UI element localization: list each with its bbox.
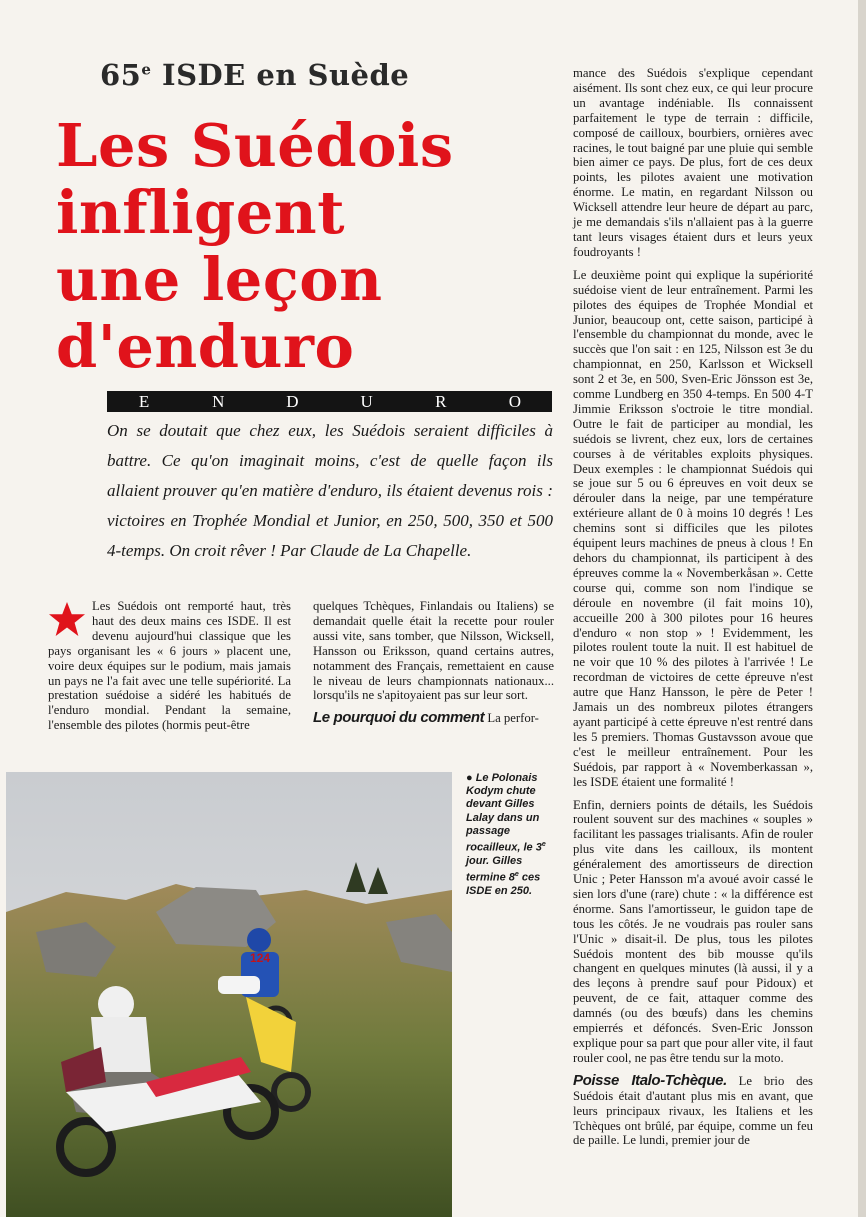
caption-part-2: jour. Gilles termine 8 <box>466 854 523 884</box>
body-text: Le brio des Suédois était d'autant plus mis en avant, que leurs principaux rivaux, les Italiens et les Tchèques ont brûlé, par équipe, comme un feu de paille. Le lundi, premier jour de <box>573 1073 813 1148</box>
enduro-photo <box>6 772 452 1217</box>
caption-part-3: ces ISDE en 250. <box>466 871 541 897</box>
headline-line-2: infligent <box>56 178 345 247</box>
caption-sup-2: e <box>514 871 519 879</box>
body-column-3 <box>573 66 813 1148</box>
headline-line-4: d'enduro <box>56 312 355 381</box>
headline-line-1: Les Suédois <box>56 111 454 180</box>
body-text: mance des Suédois s'explique cependant aisément. Ils sont chez eux, ce qui leur procure un avantage indéniable. Ils connaissent parfaitement le type de terrain : difficile, composé de cailloux, bourbiers, ornières avec racines, le tout baigné par une pluie qui semble bien aimer ce pays. De plus, fort de ces deux points, les pilotes avaient une motivation énorme. Le matin, en regardant Nilsson ou Wicksell attendre leur heure de départ au parc, je me demandais s'ils n'allaient pas à la guerre tant leurs visages étaient durs et leurs yeux foudroyants ! <box>573 66 813 259</box>
photo-caption <box>466 772 556 898</box>
page-edge <box>858 0 866 1217</box>
body-column-2 <box>313 599 554 726</box>
body-text: La perfor- <box>487 711 539 726</box>
body-column-1 <box>48 599 291 733</box>
kicker <box>100 58 409 92</box>
kicker-text: ISDE en Suède <box>162 58 410 92</box>
headline-line-3: une leçon <box>56 245 383 314</box>
rubric-bar <box>107 391 552 412</box>
body-text: Les Suédois ont remporté haut, très haut des deux mains ces ISDE. Il est devenu aujourd'hui classique que les pays organisant les « 6 jours » placent une, voire deux équipes sur le podium, mais jamais un pays ne l'a fait avec une telle supériorité. La prestation suédoise a sidéré les habitués de l'enduro mondial. Pendant la semaine, l'ensemble des pilotes (hormis peut-être <box>48 599 291 733</box>
body-text: quelques Tchèques, Finlandais ou Italiens) se demandait quelle était la recette pour rouler aussi vite, sans tomber, que Nilsson, Wicksell, Hansson ou Eriksson, quand certains autres, notamment des Français, remettaient en cause le niveau de leurs championnats nationaux... lorsqu'ils ne s'apitoyaient pas sur leur sort. <box>313 599 554 703</box>
rubric-letter: D <box>286 392 299 411</box>
enduro-photo-illustration <box>6 772 452 1217</box>
bib-number: 124 <box>250 951 271 965</box>
rubric-letter: E <box>138 392 150 411</box>
subhead: Le pourquoi du comment <box>313 709 485 727</box>
caption-part-1: ● Le Polonais Kodym chute devant Gilles Lalay dans un passage rocailleux, le 3 <box>466 772 542 854</box>
subhead: Poisse Italo-Tchèque. <box>573 1071 727 1089</box>
rubric-letter: U <box>360 392 373 411</box>
body-text: Le deuxième point qui explique la supériorité suédoise vient de leur entraînement. Parmi les pilotes des équipes de Trophée Mondial et Junior, beaucoup ont, cette saison, participé à l'ensemble du championnat du monde, avec le succès que l'on sait : en 125, Nilsson est 3e du championnat, en 250, Karlsson et Wicksell sont 2 et 3e, en 500, Sven-Eric Jönsson est 3e, comme Lundberg en 350 4-temps. En 500 4-T Jimmie Eriksson s'octroie le titre mondial. Outre le fait de participer au mondial, les suédois se livrent, chez eux, lors de certaines courses à de véritables exploits physiques. Deux exemples : le championnat Suédois qui se joue sur 5 ou 6 épreuves en voit deux se dérouler dans la neige, par une température extérieure allant de 0 à moins 10 degrés ! Les chemins sont si difficiles que les pilotes équipent leurs machines de pneus à clous ! En dehors du championnat, ils participent à des épreuves comme la « Novemberkåsan ». Cette course qui, comme son nom l'indique se déroule en novembre (il fait moins 10), accueille 200 à 300 pilotes pour 16 heures d'enduro « non stop » ! Evidemment, les pilotes roulent toute la nuit. Il est habituel de ne voir que 10 % des pilotes à l'arrivée ! Le recordman de victoires de cette épreuve n'est autre que Hanz Hansson, le père de Peter ! Jamais un des nombreux pilotes étrangers ayant participé à cette épreuve n'est rentré dans les 5 premiers. Thomas Gustavsson avoue que c'est le meilleur entraînement. Pour les Suédois, par rapport à « Novemberkassan », les ISDE étaient une formalité ! <box>573 267 813 789</box>
body-text: Enfin, derniers points de détails, les Suédois roulent souvent sur des machines « souples » facilitant les passages trialisants. Afin de rouler plus vite dans les cailloux, ils montent généralement des amortisseurs de direction Unic ; Peter Hansson m'a avoué avoir cassé le sien lors d'une (rare) chute : « la différence est énorme. Sans l'amortisseur, le guidon tape de tous les côtés. Je ne voudrais pas rouler sans l'Unic » disait-il. De plus, tous les pilotes Suédois montent des bib mousse qu'ils changent en quelques minutes (là aussi, il y a des leçons à prendre sauf pour Pidoux) et peuvent, de ce fait, attaquer comme des damnés (ou des bœufs) dans les chemins empierrés et défoncés. Sven-Eric Jonsson explique pour sa part que pour aller vite, il faut rouler cool, ne pas être tendu sur la moto. <box>573 797 813 1065</box>
caption-sup: e <box>541 841 546 849</box>
subhead-paragraph <box>573 1071 813 1149</box>
rubric-letter: R <box>435 392 447 411</box>
kicker-sup: e <box>141 60 152 79</box>
rubric-letter: O <box>508 392 522 411</box>
rubric-letter: N <box>212 392 225 411</box>
kicker-number: 65 <box>100 58 142 92</box>
subhead-paragraph <box>313 711 554 726</box>
intro-paragraph: On se doutait que chez eux, les Suédois seraient difficiles à battre. Ce qu'on imaginait moins, c'est de quelle façon ils allaient prouver qu'en matière d'enduro, ils étaient devenus rois : victoires en Trophée Mondial et Junior, en 250, 500, 350 et 500 4-temps. On croit rêver ! Par Claude de La Chapelle. <box>107 421 553 560</box>
headline <box>56 112 576 380</box>
star-icon <box>48 601 86 637</box>
